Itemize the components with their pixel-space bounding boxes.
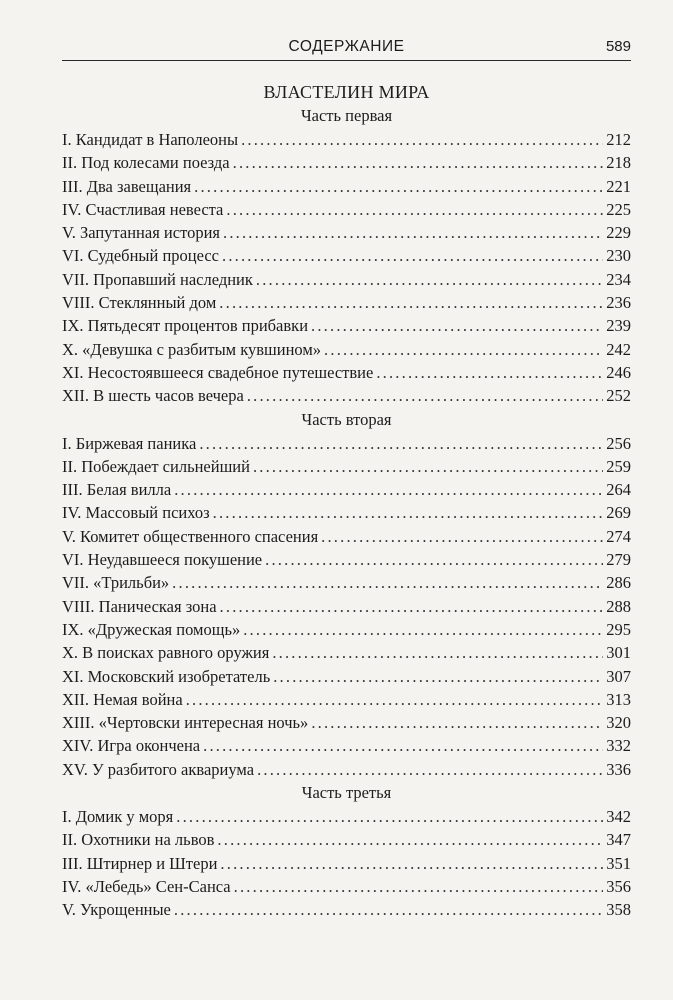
toc-entry[interactable] [62, 221, 631, 244]
dot-leader [311, 314, 603, 337]
chapter-page: 234 [606, 269, 631, 289]
toc-entry[interactable] [62, 734, 631, 757]
dot-leader [222, 244, 603, 267]
chapter-title: XI. Московский изобретатель [62, 666, 271, 686]
chapter-title: I. Кандидат в Наполеоны [62, 130, 239, 149]
toc-entry[interactable] [62, 314, 631, 337]
toc-entry[interactable] [62, 875, 631, 898]
chapter-page: 264 [606, 480, 631, 500]
dot-leader [220, 595, 604, 618]
chapter-title: IV. «Лебедь» Сен-Санса [62, 876, 231, 896]
chapter-page: 269 [606, 503, 631, 523]
dot-leader [257, 758, 603, 781]
section-title: СОДЕРЖАНИЕ [288, 38, 405, 55]
chapter-page: 252 [606, 386, 631, 406]
chapter-page: 225 [606, 199, 631, 219]
chapter-title: II. Охотники на львов [62, 830, 215, 850]
dot-leader [234, 875, 604, 898]
chapter-page: 230 [606, 246, 631, 266]
chapter-page: 356 [606, 876, 631, 896]
dot-leader [226, 198, 603, 221]
chapter-page: 320 [606, 713, 631, 733]
chapter-title: XIV. Игра окончена [62, 736, 201, 756]
chapter-page: 212 [606, 130, 631, 149]
chapter-page: 301 [606, 643, 631, 663]
chapter-page: 295 [606, 619, 631, 639]
toc-entry[interactable] [62, 688, 631, 711]
chapter-title: V. Укрощенные [62, 900, 171, 920]
chapter-title: VI. Судебный процесс [62, 246, 219, 266]
toc-entry[interactable] [62, 898, 631, 921]
chapter-page: 332 [606, 736, 631, 756]
toc-entry[interactable] [62, 455, 631, 478]
part-title-2: Часть вторая [301, 409, 392, 429]
toc-entry[interactable] [62, 665, 631, 688]
toc-entry[interactable] [62, 805, 631, 828]
dot-leader [256, 268, 603, 291]
page-number: 589 [605, 38, 631, 55]
chapter-page: 279 [606, 550, 631, 570]
dot-leader [233, 151, 604, 174]
chapter-title: III. Два завещания [62, 176, 192, 196]
dot-leader [273, 665, 603, 688]
chapter-title: III. Белая вилла [62, 480, 172, 500]
dot-leader [241, 128, 603, 151]
toc-entry[interactable] [62, 291, 631, 314]
chapter-title: I. Биржевая паника [62, 433, 197, 453]
chapter-title: IX. Пятьдесят процентов прибавки [62, 316, 309, 336]
chapter-page: 347 [606, 830, 631, 850]
chapter-title: VII. Пропавший наследник [62, 269, 253, 289]
chapter-title: VIII. Паническая зона [62, 596, 217, 616]
dot-leader [311, 711, 603, 734]
toc-entry[interactable] [62, 828, 631, 851]
chapter-page: 274 [606, 526, 631, 546]
chapter-page: 236 [606, 293, 631, 313]
dot-leader [219, 291, 603, 314]
chapter-title: XV. У разбитого аквариума [62, 759, 255, 779]
toc-entry[interactable] [62, 361, 631, 384]
chapter-page: 307 [606, 666, 631, 686]
chapter-title: IX. «Дружеская помощь» [62, 619, 241, 639]
chapter-title: XI. Несостоявшееся свадебное путешествие [62, 362, 374, 382]
toc-entry[interactable] [62, 432, 631, 455]
page-header [62, 34, 631, 61]
chapter-page: 358 [606, 900, 631, 920]
toc-entry[interactable] [62, 478, 631, 501]
chapter-title: VIII. Стеклянный дом [62, 293, 217, 313]
chapter-title: IV. Счастливая невеста [62, 199, 224, 219]
chapter-page: 221 [606, 176, 631, 196]
chapter-page: 336 [606, 759, 631, 779]
chapter-title: XII. В шесть часов вечера [62, 386, 244, 406]
chapter-title: XIII. «Чертовски интересная ночь» [62, 713, 309, 733]
chapter-page: 256 [606, 433, 631, 453]
toc-entry[interactable] [62, 128, 631, 151]
toc-entry[interactable] [62, 758, 631, 781]
dot-leader [247, 384, 603, 407]
chapter-title: II. Побеждает сильнейший [62, 456, 250, 476]
chapter-title: II. Под колесами поезда [62, 153, 230, 173]
toc-entry[interactable] [62, 198, 631, 221]
dot-leader [223, 221, 603, 244]
chapter-title: V. Запутанная история [62, 223, 220, 243]
chapter-title: X. В поисках равного оружия [62, 643, 270, 663]
dot-leader [213, 501, 604, 524]
chapter-title: X. «Девушка с разбитым кувшином» [62, 339, 322, 359]
chapter-page: 342 [606, 807, 631, 827]
toc-entry[interactable] [62, 571, 631, 594]
dot-leader [176, 805, 603, 828]
toc-entry[interactable] [62, 151, 631, 174]
part-title-3: Часть третья [301, 783, 392, 803]
chapter-page: 286 [606, 573, 631, 593]
dot-leader [220, 852, 603, 875]
toc-entry[interactable] [62, 595, 631, 618]
toc-entry[interactable] [62, 618, 631, 641]
chapter-title: VII. «Трильби» [62, 573, 170, 593]
dot-leader [186, 688, 604, 711]
toc-entry[interactable] [62, 338, 631, 361]
chapter-page: 288 [606, 596, 631, 616]
dot-leader [321, 525, 603, 548]
toc-entry[interactable] [62, 175, 631, 198]
chapter-page: 313 [606, 689, 631, 709]
dot-leader [243, 618, 603, 641]
toc-entry[interactable] [62, 501, 631, 524]
part-title-1: Часть первая [300, 106, 393, 125]
chapter-page: 239 [606, 316, 631, 336]
toc-entry[interactable] [62, 711, 631, 734]
toc-entry[interactable] [62, 384, 631, 407]
toc-entry[interactable] [62, 852, 631, 875]
chapter-page: 229 [606, 223, 631, 243]
dot-leader [172, 571, 603, 594]
toc-entry[interactable] [62, 641, 631, 664]
dot-leader [203, 734, 603, 757]
dot-leader [253, 455, 603, 478]
dot-leader [272, 641, 603, 664]
chapter-page: 259 [606, 456, 631, 476]
book-title: ВЛАСТЕЛИН МИРА [263, 82, 430, 102]
dot-leader [174, 898, 603, 921]
chapter-title: III. Штирнер и Штери [62, 853, 218, 873]
dot-leader [174, 478, 603, 501]
dot-leader [217, 828, 603, 851]
chapter-title: I. Домик у моря [62, 807, 174, 827]
chapter-page: 246 [606, 362, 631, 382]
chapter-title: V. Комитет общественного спасения [62, 526, 319, 546]
dot-leader [194, 175, 603, 198]
chapter-page: 351 [606, 853, 631, 873]
dot-leader [265, 548, 603, 571]
chapter-page: 242 [606, 339, 631, 359]
toc-entry[interactable] [62, 244, 631, 267]
chapter-title: VI. Неудавшееся покушение [62, 550, 263, 570]
dot-leader [199, 432, 603, 455]
chapter-title: XII. Немая война [62, 689, 183, 709]
dot-leader [324, 338, 603, 361]
toc-entry[interactable] [62, 268, 631, 291]
toc-entry[interactable] [62, 525, 631, 548]
chapter-title: IV. Массовый психоз [62, 503, 210, 523]
toc-entry[interactable] [62, 548, 631, 571]
dot-leader [376, 361, 603, 384]
table-of-contents [62, 80, 631, 922]
chapter-page: 218 [606, 153, 631, 173]
